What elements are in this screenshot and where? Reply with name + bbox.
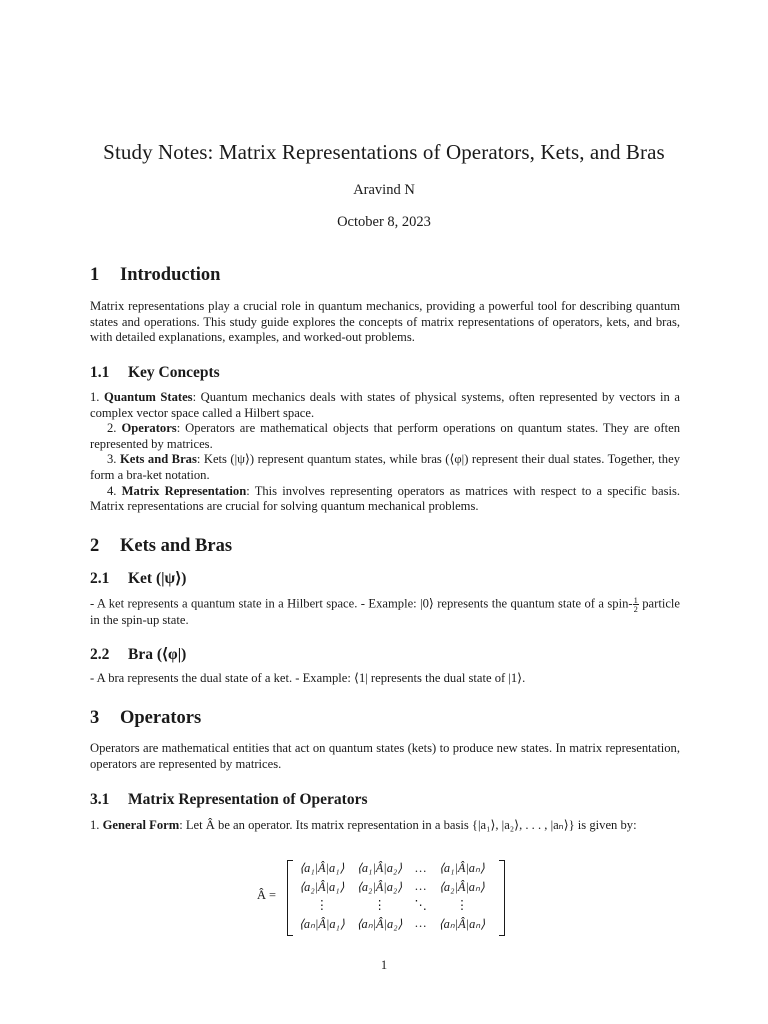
matrix-cell: ⟨a₁|Â|a₁⟩ [299,861,345,876]
fraction-one-half: $\frac{1}{2}$ [633,595,638,614]
matrix-cell: ⟨aₙ|Â|a₂⟩ [356,916,403,931]
list-item: 3. Kets and Bras: Kets (|ψ⟩) represent quantum states, while bras (⟨φ|) represent their dual states. Together, they form a bra-ket notation. [90,452,680,482]
matrix-cell: … [414,860,427,875]
matrix-body [293,859,491,933]
matrix-cell: … [414,879,427,894]
matrix-row [293,915,491,934]
operators-paragraph: Operators are mathematical entities that act on quantum states (kets) to produce new states. In matrix representation, operators are represented by matrices. [90,741,680,771]
matrix-cell: ⋮ [455,898,469,913]
page-number: 1 [380,958,388,972]
subsection-heading-ket [90,569,186,588]
section-title: Operators [120,708,202,728]
matrix-cell: ⟨a₁|Â|a₂⟩ [357,861,403,876]
list-item: 2. Operators: Operators are mathematical objects that perform operations on quantum states. They are often represented by matrices. [90,421,680,451]
bra-paragraph: - A bra represents the dual state of a ket. - Example: ⟨1| represents the dual state of |1⟩. [90,671,526,685]
matrix-cell: ⟨a₁|Â|aₙ⟩ [439,861,485,876]
subsection-heading-bra [90,645,186,664]
matrix-row [293,878,491,897]
section-title: Introduction [120,265,221,285]
section-heading-introduction [90,265,220,286]
general-form-paragraph: 1. General Form: Let Â be an operator. Its matrix representation in a basis {|a₁⟩, |a₂⟩, . . . , |aₙ⟩} is given by: [90,818,637,832]
matrix-cell: ⋮ [373,898,386,913]
section-heading-operators [90,708,201,729]
subsection-title: Key Concepts [128,364,220,381]
subsection-number: 1.1 [90,364,110,381]
subsection-number: 2.2 [90,646,110,663]
subsection-number: 3.1 [90,791,110,808]
list-item: 1. Quantum States: Quantum mechanics deals with states of physical systems, often represented by vectors in a complex vector space called a Hilbert space. [90,390,681,420]
section-number: 1 [90,265,100,285]
section-number: 3 [90,708,100,728]
matrix-cell: ⋮ [315,898,329,913]
right-bracket [499,860,505,936]
author-name: Aravind N [353,182,415,198]
section-title: Kets and Bras [120,536,233,556]
subsection-heading-key-concepts [90,364,220,382]
section-number: 2 [90,536,100,556]
list-item: 4. Matrix Representation: This involves representing operators as matrices with respect to a specific basis. Matrix representations are crucial for solving quantum mechanical problems. [90,483,681,514]
subsection-title: Matrix Representation of Operators [128,791,368,808]
matrix-row [293,859,491,878]
matrix-cell: ⋱ [414,898,427,913]
subsection-number: 2.1 [90,570,110,587]
matrix-cell: ⟨a₂|Â|a₂⟩ [357,879,403,894]
section-heading-kets-and-bras [90,536,232,557]
subsection-title: Ket (|ψ⟩) [128,570,187,587]
matrix-lhs: Â = [257,888,277,902]
matrix-row [293,896,491,915]
key-concepts-list [90,390,680,515]
subsection-heading-matrix-representation [90,791,367,809]
document-date: October 8, 2023 [337,214,431,230]
matrix-cell: ⟨aₙ|Â|aₙ⟩ [438,916,486,931]
matrix-cell: ⟨a₂|Â|aₙ⟩ [439,879,485,894]
matrix-cell: ⟨aₙ|Â|a₁⟩ [299,916,345,931]
matrix-cell: ⟨a₂|Â|a₁⟩ [299,879,345,894]
matrix-cell: … [414,916,427,931]
ket-paragraph: - A ket represents a quantum state in a Hilbert space. - Example: |0⟩ represents the quantum state of a spin- $\frac{1}{2}$ particle in the spin-up state. [90,595,680,627]
document-title: Study Notes: Matrix Representations of Operators, Kets, and Bras [103,140,665,164]
subsection-title: Bra (⟨φ|) [128,646,187,663]
intro-paragraph: Matrix representations play a crucial role in quantum mechanics, providing a powerful tool for describing quantum states and operations. This study guide explores the concepts of matrix representations of operators, kets, and bras, with detailed explanations, examples, and worked-out problems. [90,299,680,345]
